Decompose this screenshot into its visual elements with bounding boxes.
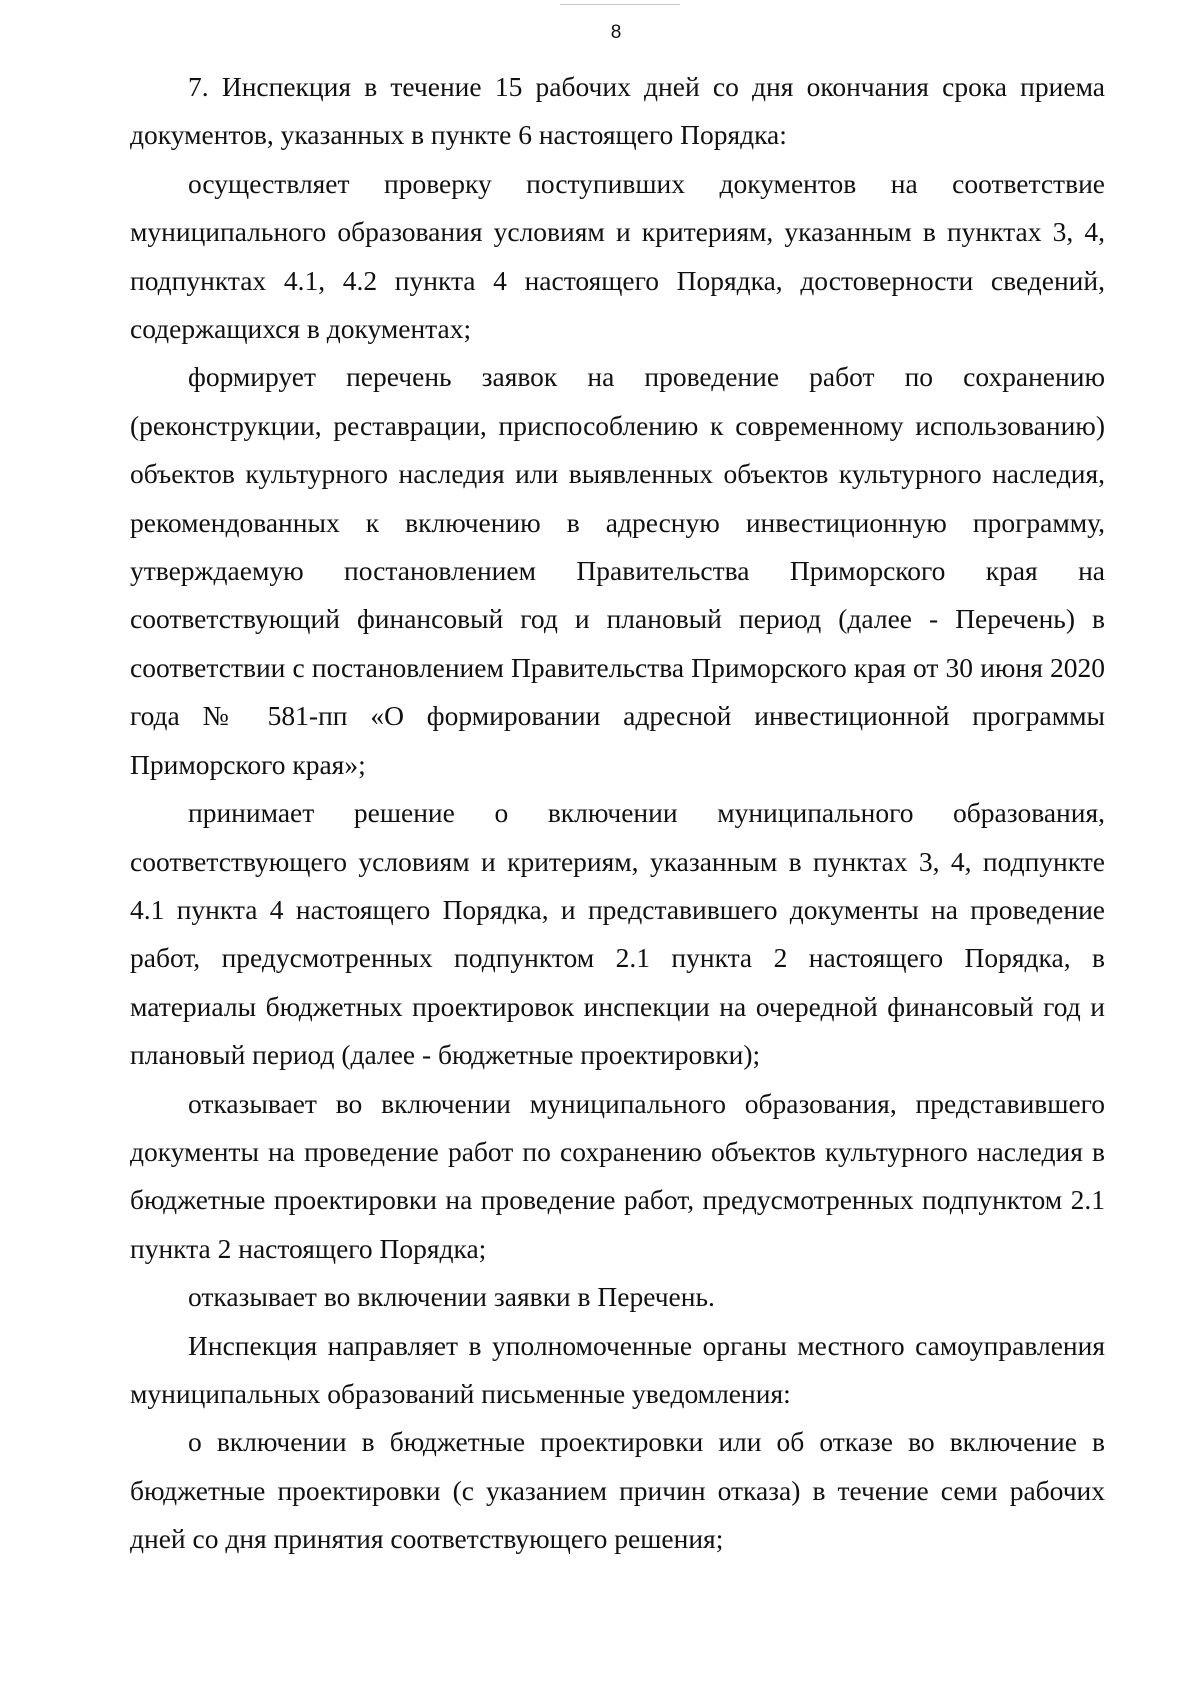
paragraph-item-7: 7. Инспекция в течение 15 рабочих дней со дня окончания срока приема документов, указанных в пункте 6 настоящего Порядка: xyxy=(130,71,1105,151)
paragraph-forms-list: формирует перечень заявок на проведение работ по сохранению (реконструкции, реставрации, приспособлению к современному использованию) объектов культурного наследия или выявленных объектов культурного наследия, рекомендованных к включению в адресную инвестиционную программу, утверждаемую постановлением Правительства Приморского края на соответствующий финансовый год и плановый период (далее - Перечень) в соответствии с постановлением Правительства Приморского края от 30 июня 2020 года № 581-пп «О формировании адресной инвестиционной программы Приморского края»; xyxy=(130,361,1105,780)
top-rule xyxy=(560,4,680,5)
paragraph-checks-documents: осуществляет проверку поступивших документов на соответствие муниципального образования условиям и критериям, указанным в пунктах 3, 4, подпунктах 4.1, 4.2 пункта 4 настоящего Порядка, достоверности сведений, содержащихся в документах; xyxy=(130,167,1105,345)
paragraph-refuses-inclusion: отказывает во включении муниципального образования, представившего документы на проведение работ по сохранению объектов культурного наследия в бюджетные проектировки на проведение работ, предусмотренных подпунктом 2.1 пункта 2 настоящего Порядка; xyxy=(130,1087,1105,1264)
paragraph-refuses-application: отказывает во включении заявки в Перечень. xyxy=(188,1281,715,1313)
page-number: 8 xyxy=(610,22,622,43)
paragraph-notification-terms: о включении в бюджетные проектировки или об отказе во включение в бюджетные проектировки (с указанием причин отказа) в течение семи рабочих дней со дня принятия соответствующего решения; xyxy=(130,1426,1105,1555)
paragraph-makes-decision: принимает решение о включении муниципального образования, соответствующего условиям и критериям, указанным в пунктах 3, 4, подпункте 4.1 пункта 4 настоящего Порядка, и представившего документы на проведение работ, предусмотренных подпунктом 2.1 пункта 2 настоящего Порядка, в материалы бюджетных проектировок инспекции на очередной финансовый год и плановый период (далее - бюджетные проектировки); xyxy=(130,797,1105,1071)
paragraph-sends-notifications: Инспекция направляет в уполномоченные органы местного самоуправления муниципальных образований письменные уведомления: xyxy=(130,1329,1105,1409)
document-body xyxy=(130,63,1105,1564)
